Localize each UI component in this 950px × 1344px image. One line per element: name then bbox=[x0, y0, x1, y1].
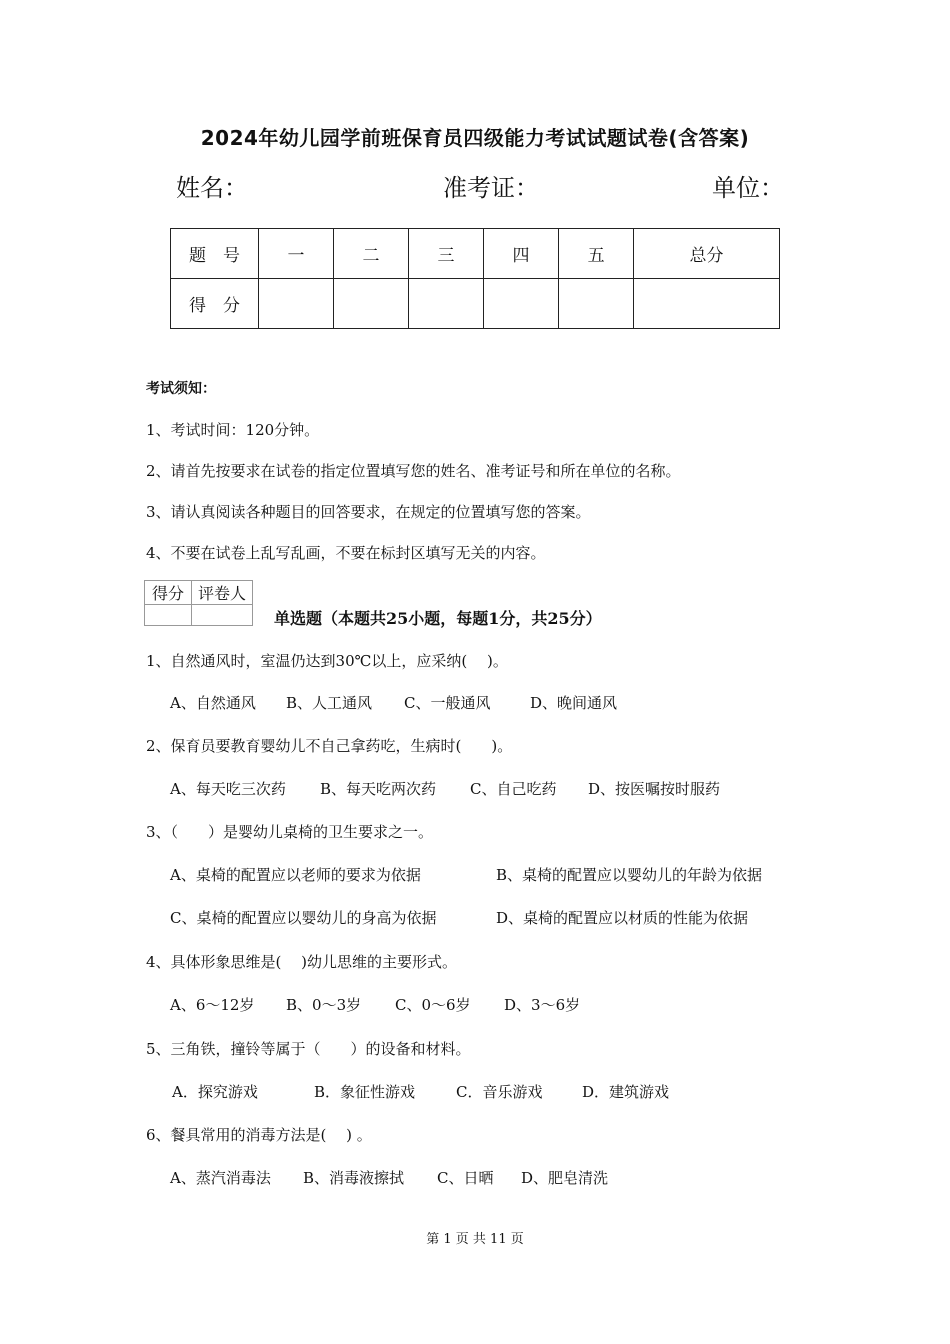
question-text: 2、保育员要教育婴幼儿不自己拿药吃，生病时( )。 bbox=[146, 737, 513, 755]
question-text: 6、餐具常用的消毒方法是( ) 。 bbox=[146, 1126, 372, 1144]
question-option: D、按医嘱按时服药 bbox=[588, 780, 721, 798]
grader-name-cell[interactable] bbox=[192, 605, 253, 626]
exam-number-field-label: 准考证： bbox=[443, 174, 539, 202]
question-text: 5、三角铁，撞铃等属于（ ）的设备和材料。 bbox=[146, 1040, 471, 1058]
notice-item: 2、请首先按要求在试卷的指定位置填写您的姓名、准考证号和所在单位的名称。 bbox=[146, 462, 681, 480]
question-option: A、自然通风 bbox=[170, 694, 256, 712]
grader-box bbox=[144, 580, 253, 626]
question-option: C．音乐游戏 bbox=[456, 1083, 543, 1101]
notice-item: 1、考试时间：120分钟。 bbox=[146, 421, 320, 439]
question-option: B、消毒液擦拭 bbox=[303, 1169, 405, 1187]
question-option: C、0～6岁 bbox=[395, 996, 471, 1014]
score-table-header-row bbox=[171, 229, 780, 279]
unit-field-label: 单位： bbox=[712, 174, 784, 202]
question-option: C、一般通风 bbox=[404, 694, 491, 712]
score-row-label: 得 分 bbox=[171, 279, 259, 329]
score-cell[interactable] bbox=[559, 279, 634, 329]
notice-heading: 考试须知： bbox=[146, 381, 216, 397]
question-option: D、3～6岁 bbox=[504, 996, 581, 1014]
score-table-header-cell: 总分 bbox=[634, 229, 780, 279]
score-cell[interactable] bbox=[259, 279, 334, 329]
score-table-score-row bbox=[171, 279, 780, 329]
notice-item: 4、不要在试卷上乱写乱画，不要在标封区填写无关的内容。 bbox=[146, 544, 546, 562]
score-table-header-cell: 五 bbox=[559, 229, 634, 279]
question-option: A、6～12岁 bbox=[170, 996, 255, 1014]
score-table-header-cell: 一 bbox=[259, 229, 334, 279]
grader-score-cell[interactable] bbox=[145, 605, 192, 626]
question-option: A、桌椅的配置应以老师的要求为依据 bbox=[170, 866, 421, 884]
question-option: B、0～3岁 bbox=[286, 996, 362, 1014]
question-text: 1、自然通风时，室温仍达到30℃以上，应采纳( )。 bbox=[146, 652, 508, 670]
question-option: A、每天吃三次药 bbox=[170, 780, 286, 798]
question-option: A．探究游戏 bbox=[172, 1083, 258, 1101]
score-cell[interactable] bbox=[334, 279, 409, 329]
score-cell[interactable] bbox=[409, 279, 484, 329]
score-cell[interactable] bbox=[634, 279, 780, 329]
score-table bbox=[170, 228, 780, 329]
question-option: C、桌椅的配置应以婴幼儿的身高为依据 bbox=[170, 909, 437, 927]
question-text: 3、（ ）是婴幼儿桌椅的卫生要求之一。 bbox=[146, 823, 434, 841]
score-table-header-cell: 题 号 bbox=[171, 229, 259, 279]
question-text: 4、具体形象思维是( )幼儿思维的主要形式。 bbox=[146, 953, 458, 971]
question-option: B．象征性游戏 bbox=[314, 1083, 416, 1101]
question-option: D、晚间通风 bbox=[530, 694, 618, 712]
question-option: D．建筑游戏 bbox=[582, 1083, 670, 1101]
page-footer: 第 1 页 共 11 页 bbox=[426, 1232, 524, 1247]
score-table-header-cell: 三 bbox=[409, 229, 484, 279]
notice-item: 3、请认真阅读各种题目的回答要求，在规定的位置填写您的答案。 bbox=[146, 503, 591, 521]
score-table-header-cell: 四 bbox=[484, 229, 559, 279]
question-option: B、桌椅的配置应以婴幼儿的年龄为依据 bbox=[496, 866, 763, 884]
page-title: 2024年幼儿园学前班保育员四级能力考试试题试卷(含答案) bbox=[200, 126, 750, 150]
grader-score-label: 得分 bbox=[145, 581, 192, 605]
question-option: C、日晒 bbox=[437, 1169, 494, 1187]
score-table-header-cell: 二 bbox=[334, 229, 409, 279]
question-option: C、自己吃药 bbox=[470, 780, 557, 798]
name-field-label: 姓名： bbox=[176, 174, 248, 202]
section-title: 单选题（本题共25小题，每题1分，共25分） bbox=[274, 609, 602, 628]
question-option: B、人工通风 bbox=[286, 694, 373, 712]
score-cell[interactable] bbox=[484, 279, 559, 329]
question-option: D、肥皂清洗 bbox=[521, 1169, 609, 1187]
grader-name-label: 评卷人 bbox=[192, 581, 253, 605]
question-option: A、蒸汽消毒法 bbox=[170, 1169, 271, 1187]
question-option: D、桌椅的配置应以材质的性能为依据 bbox=[496, 909, 749, 927]
question-option: B、每天吃两次药 bbox=[320, 780, 437, 798]
